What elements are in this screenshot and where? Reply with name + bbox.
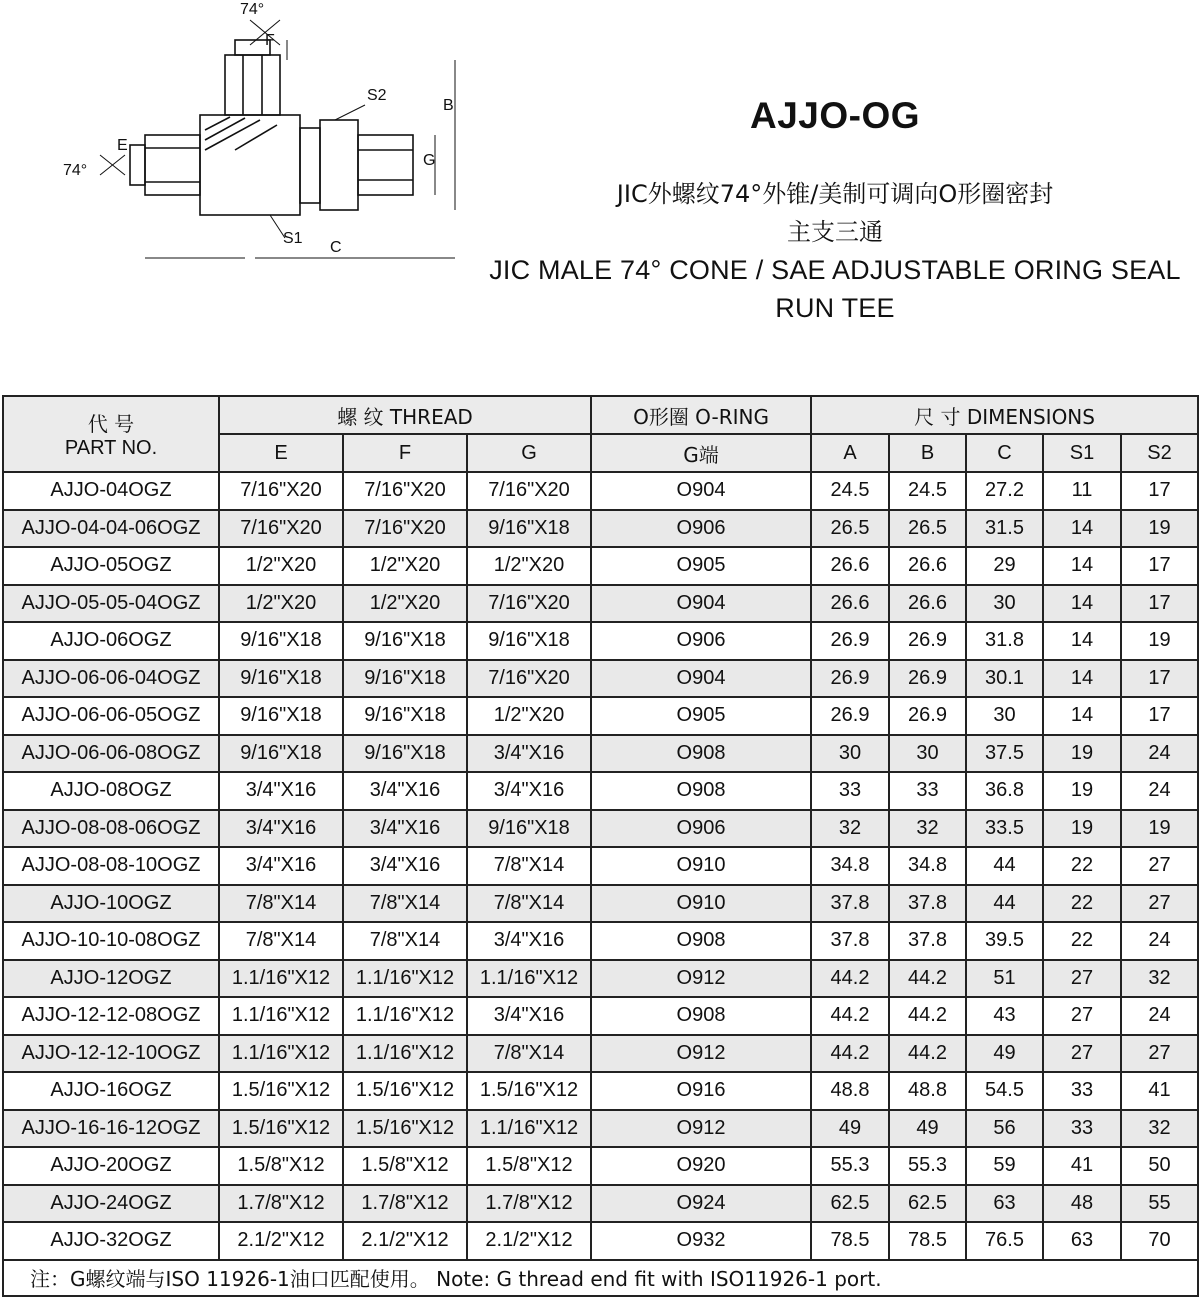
table-cell: 1.5/16"X12 [219,1072,343,1110]
table-cell: 7/16"X20 [343,472,467,510]
table-cell: 9/16"X18 [343,697,467,735]
table-row [3,660,1198,698]
table-cell: 1.1/16"X12 [343,997,467,1035]
table-cell: 7/8"X14 [343,885,467,923]
part-no-header-en: PART NO. [64,437,158,459]
table-cell: 27.2 [966,472,1043,510]
table-cell: 2.1/2"X12 [343,1222,467,1260]
table-body [3,472,1198,1260]
table-cell: 26.9 [811,697,889,735]
table-cell: 3/4"X16 [467,922,591,960]
table-cell: 7/8"X14 [467,847,591,885]
table-cell: 17 [1121,697,1198,735]
table-cell: 3/4"X16 [219,810,343,848]
table-cell: 1.1/16"X12 [219,960,343,998]
table-cell: 55 [1121,1185,1198,1223]
table-cell: 1.1/16"X12 [343,1035,467,1073]
table-cell: 50 [1121,1147,1198,1185]
table-cell: 48 [1043,1185,1121,1223]
table-cell: 7/16"X20 [467,660,591,698]
table-cell: 70 [1121,1222,1198,1260]
table-cell: 1.5/16"X12 [219,1110,343,1148]
table-cell: 59 [966,1147,1043,1185]
table-cell: 36.8 [966,772,1043,810]
thread-header: 螺 纹 THREAD [219,396,591,434]
table-cell: 3/4"X16 [467,997,591,1035]
table-cell: 9/16"X18 [343,735,467,773]
table-cell: 3/4"X16 [343,847,467,885]
table-row [3,622,1198,660]
table-row [3,1222,1198,1260]
table-cell: 3/4"X16 [467,735,591,773]
table-cell: 11 [1043,472,1121,510]
table-cell: AJJO-08OGZ [3,772,219,810]
table-cell: AJJO-24OGZ [3,1185,219,1223]
table-cell: 37.5 [966,735,1043,773]
table-cell: O924 [591,1185,811,1223]
table-cell: 9/16"X18 [343,660,467,698]
table-cell: 78.5 [811,1222,889,1260]
table-cell: 33 [889,772,966,810]
body [200,115,300,215]
table-row [3,810,1198,848]
oring-header: O形圈 O-RING [591,396,811,434]
table-cell: 37.8 [889,885,966,923]
table-cell: 44.2 [889,997,966,1035]
table-cell: 3/4"X16 [343,772,467,810]
table-cell: 34.8 [889,847,966,885]
table-cell: AJJO-05OGZ [3,547,219,585]
table-cell: 9/16"X18 [343,622,467,660]
table-cell: 44.2 [889,1035,966,1073]
table-cell: 1.1/16"X12 [467,960,591,998]
table-cell: 1.5/8"X12 [467,1147,591,1185]
table-cell: 30 [889,735,966,773]
table-cell: 44.2 [811,1035,889,1073]
table-cell: 1/2"X20 [467,547,591,585]
table-cell: 48.8 [811,1072,889,1110]
table-cell: O932 [591,1222,811,1260]
table-cell: 1.1/16"X12 [343,960,467,998]
table-row [3,772,1198,810]
title-en-line1: JIC MALE 74° CONE / SAE ADJUSTABLE ORING SEAL [489,255,1181,285]
table-cell: 26.9 [811,660,889,698]
table-cell: AJJO-10OGZ [3,885,219,923]
table-cell: 1.5/8"X12 [343,1147,467,1185]
table-cell: 19 [1043,735,1121,773]
table-cell: 27 [1121,1035,1198,1073]
table-cell: 1.7/8"X12 [467,1185,591,1223]
table-cell: 26.5 [889,510,966,548]
table-cell: 1.7/8"X12 [219,1185,343,1223]
table-cell: 3/4"X16 [343,810,467,848]
table-cell: 7/8"X14 [219,885,343,923]
table-cell: 9/16"X18 [219,697,343,735]
table-cell: 32 [1121,960,1198,998]
table-cell: 51 [966,960,1043,998]
table-cell: AJJO-06-06-04OGZ [3,660,219,698]
table-row [3,585,1198,623]
table-cell: 78.5 [889,1222,966,1260]
table-cell: AJJO-08-08-10OGZ [3,847,219,885]
table-cell: 19 [1121,810,1198,848]
table-cell: 55.3 [889,1147,966,1185]
table-cell: 1.1/16"X12 [219,1035,343,1073]
table-cell: 26.6 [889,585,966,623]
table-cell: 24.5 [811,472,889,510]
table-cell: 26.6 [811,547,889,585]
part-no-header [3,396,219,472]
table-cell: 30 [811,735,889,773]
table-row [3,1185,1198,1223]
table-cell: O912 [591,960,811,998]
table-cell: 14 [1043,585,1121,623]
s1-label: S1 [283,230,303,247]
table-cell: 27 [1121,885,1198,923]
table-cell: O920 [591,1147,811,1185]
table-cell: 1/2"X20 [467,697,591,735]
table-cell: 76.5 [966,1222,1043,1260]
table-cell: O904 [591,472,811,510]
table-cell: 9/16"X18 [219,660,343,698]
table-cell: 19 [1043,810,1121,848]
table-cell: 22 [1043,885,1121,923]
spec-table [2,395,1199,1297]
table-cell: 37.8 [889,922,966,960]
table-cell: 1/2"X20 [343,585,467,623]
table-cell: O904 [591,660,811,698]
g-label: G [423,152,436,169]
table-cell: 44 [966,847,1043,885]
table-cell: 54.5 [966,1072,1043,1110]
table-cell: AJJO-12OGZ [3,960,219,998]
table-cell: 49 [811,1110,889,1148]
part-no-header-cn: 代 号 [87,412,135,436]
table-cell: 19 [1043,772,1121,810]
table-cell: 41 [1043,1147,1121,1185]
table-cell: 26.6 [811,585,889,623]
table-cell: 48.8 [889,1072,966,1110]
table-cell: 1/2"X20 [343,547,467,585]
title-en-line2: RUN TEE [775,293,895,323]
table-cell: 24 [1121,772,1198,810]
table-row [3,1072,1198,1110]
table-cell: 17 [1121,472,1198,510]
table-cell: AJJO-04OGZ [3,472,219,510]
table-cell: O910 [591,847,811,885]
table-row [3,847,1198,885]
table-cell: 30 [966,697,1043,735]
table-cell: 7/8"X14 [467,885,591,923]
table-cell: O908 [591,922,811,960]
table-row [3,885,1198,923]
table-cell: 14 [1043,510,1121,548]
table-cell: 41 [1121,1072,1198,1110]
table-cell: 7/16"X20 [343,510,467,548]
col-b: B [889,434,966,472]
table-cell: 24 [1121,997,1198,1035]
table-cell: 7/8"X14 [467,1035,591,1073]
table-cell: 33.5 [966,810,1043,848]
table-cell: 1.5/16"X12 [343,1110,467,1148]
table-cell: 27 [1043,1035,1121,1073]
table-row [3,1035,1198,1073]
table-cell: 26.9 [889,697,966,735]
table-cell: 27 [1043,960,1121,998]
table-cell: 29 [966,547,1043,585]
col-g: G [467,434,591,472]
table-cell: 7/8"X14 [219,922,343,960]
table-cell: 27 [1043,997,1121,1035]
table-row [3,735,1198,773]
table-cell: 3/4"X16 [219,847,343,885]
table-cell: 19 [1121,510,1198,548]
dimensions-header: 尺 寸 DIMENSIONS [811,396,1198,434]
table-cell: 39.5 [966,922,1043,960]
table-cell: AJJO-06-06-05OGZ [3,697,219,735]
table-cell: O910 [591,885,811,923]
table-cell: 19 [1121,622,1198,660]
table-cell: AJJO-16-16-12OGZ [3,1110,219,1148]
table-cell: 37.8 [811,885,889,923]
table-cell: 14 [1043,622,1121,660]
table-cell: O908 [591,997,811,1035]
table-cell: 1.5/8"X12 [219,1147,343,1185]
table-cell: 7/8"X14 [343,922,467,960]
footnote: 注：G螺纹端与ISO 11926-1油口匹配使用。 Note: G thread end fit with ISO11926-1 port. [3,1260,1198,1296]
table-cell: O906 [591,810,811,848]
table-cell: 32 [889,810,966,848]
table-row [3,510,1198,548]
table-cell: 1.1/16"X12 [219,997,343,1035]
table-cell: 62.5 [811,1185,889,1223]
left-branch [145,135,200,195]
model-title: AJJO-OG [749,95,921,136]
table-cell: 17 [1121,660,1198,698]
table-cell: 27 [1121,847,1198,885]
table-cell: 17 [1121,547,1198,585]
table-cell: 49 [966,1035,1043,1073]
title-cn-line1: JIC外螺纹74°外锥/美制可调向O形圈密封 [616,180,1054,208]
table-cell: 26.6 [889,547,966,585]
top-branch-body [225,55,280,115]
table-cell: 44 [966,885,1043,923]
f-label: F [265,32,275,49]
table-cell: 9/16"X18 [467,622,591,660]
table-cell: 22 [1043,847,1121,885]
table-cell: O905 [591,697,811,735]
table-cell: AJJO-20OGZ [3,1147,219,1185]
table-cell: AJJO-06OGZ [3,622,219,660]
col-s1: S1 [1043,434,1121,472]
table-cell: 22 [1043,922,1121,960]
col-c: C [966,434,1043,472]
table-cell: 63 [966,1185,1043,1223]
table-row [3,960,1198,998]
table-cell: 30 [966,585,1043,623]
table-cell: O916 [591,1072,811,1110]
table-cell: 14 [1043,660,1121,698]
table-cell: 9/16"X18 [467,810,591,848]
table-cell: O904 [591,585,811,623]
table-cell: 7/16"X20 [467,472,591,510]
table-row [3,547,1198,585]
table-row [3,1110,1198,1148]
table-cell: O905 [591,547,811,585]
table-cell: 24 [1121,735,1198,773]
table-cell: 63 [1043,1222,1121,1260]
table-cell: 33 [1043,1110,1121,1148]
col-a: A [811,434,889,472]
table-cell: 24.5 [889,472,966,510]
table-cell: 7/16"X20 [219,510,343,548]
table-cell: 56 [966,1110,1043,1148]
table-cell: 2.1/2"X12 [467,1222,591,1260]
table-cell: 44.2 [811,997,889,1035]
table-cell: 1.7/8"X12 [343,1185,467,1223]
table-cell: 62.5 [889,1185,966,1223]
table-cell: AJJO-05-05-04OGZ [3,585,219,623]
table-cell: 26.5 [811,510,889,548]
table-cell: 37.8 [811,922,889,960]
table-cell: 33 [811,772,889,810]
table-cell: O906 [591,510,811,548]
s2-label: S2 [367,87,387,104]
table-cell: 1.1/16"X12 [467,1110,591,1148]
table-cell: AJJO-06-06-08OGZ [3,735,219,773]
table-cell: 30.1 [966,660,1043,698]
table-cell: 26.9 [889,622,966,660]
col-g-end: G端 [591,434,811,472]
table-cell: 26.9 [811,622,889,660]
table-cell: AJJO-12-12-08OGZ [3,997,219,1035]
table-cell: AJJO-08-08-06OGZ [3,810,219,848]
table-cell: AJJO-04-04-06OGZ [3,510,219,548]
angle-top-label: 74° [240,1,265,18]
table-cell: 7/16"X20 [219,472,343,510]
c-label: C [330,239,342,256]
table-cell: 49 [889,1110,966,1148]
table-cell: 1/2"X20 [219,547,343,585]
table-cell: 44.2 [889,960,966,998]
b-label: B [443,97,454,114]
table-row [3,1147,1198,1185]
e-label: E [117,137,128,154]
table-cell: 3/4"X16 [219,772,343,810]
table-cell: 9/16"X18 [467,510,591,548]
table-cell: AJJO-10-10-08OGZ [3,922,219,960]
col-f: F [343,434,467,472]
table-row [3,997,1198,1035]
table-cell: 3/4"X16 [467,772,591,810]
table-cell: 9/16"X18 [219,735,343,773]
title-cn-line2: 主支三通 [787,218,883,246]
table-cell: O908 [591,735,811,773]
table-cell: O906 [591,622,811,660]
title-block [455,95,1200,327]
table-cell: 1/2"X20 [219,585,343,623]
table-row [3,922,1198,960]
table-cell: 43 [966,997,1043,1035]
table-cell: 1.5/16"X12 [343,1072,467,1110]
table-cell: 9/16"X18 [219,622,343,660]
table-row [3,472,1198,510]
table-cell: AJJO-16OGZ [3,1072,219,1110]
table-cell: 55.3 [811,1147,889,1185]
table-cell: AJJO-32OGZ [3,1222,219,1260]
table-cell: 1.5/16"X12 [467,1072,591,1110]
table-cell: 14 [1043,547,1121,585]
table-cell: 7/16"X20 [467,585,591,623]
oring-end [358,135,413,195]
table-cell: 24 [1121,922,1198,960]
table-cell: 17 [1121,585,1198,623]
nut [320,120,358,210]
table-cell: 2.1/2"X12 [219,1222,343,1260]
table-cell: O912 [591,1110,811,1148]
col-e: E [219,434,343,472]
table-cell: 32 [811,810,889,848]
table-cell: 31.8 [966,622,1043,660]
table-cell: 14 [1043,697,1121,735]
col-s2: S2 [1121,434,1198,472]
table-cell: 31.5 [966,510,1043,548]
table-cell: 44.2 [811,960,889,998]
locknut-s2 [300,128,320,203]
table-cell: O912 [591,1035,811,1073]
table-cell: O908 [591,772,811,810]
table-cell: AJJO-12-12-10OGZ [3,1035,219,1073]
fitting-drawing [55,0,475,265]
table-cell: 26.9 [889,660,966,698]
angle-left-label: 74° [63,162,88,179]
table-cell: 32 [1121,1110,1198,1148]
table-row [3,697,1198,735]
table-cell: 33 [1043,1072,1121,1110]
table-cell: 34.8 [811,847,889,885]
